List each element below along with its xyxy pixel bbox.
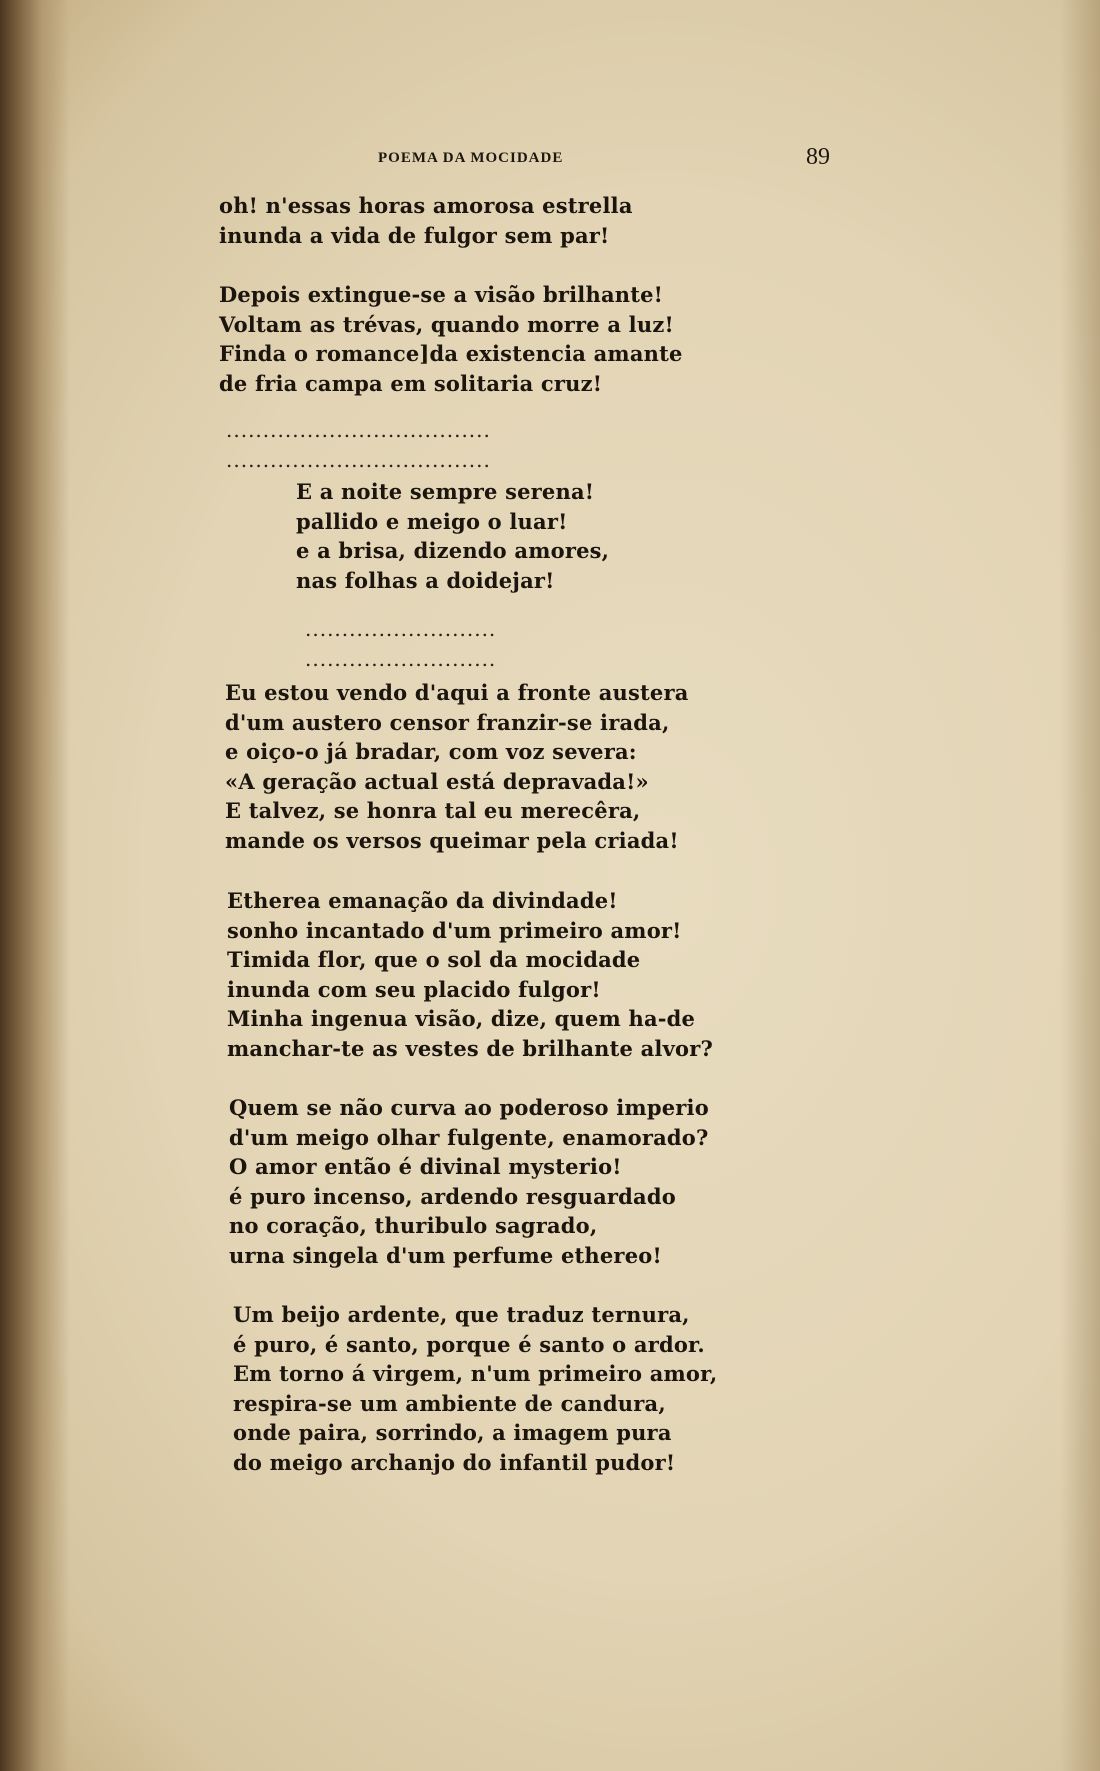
running-title: POEMA DA MOCIDADE [378,150,564,166]
verse-line: Em torno á virgem, n'um primeiro amor, [233,1361,718,1386]
verse-line: Etherea emanação da divindade! [227,888,618,913]
verse-line: sonho incantado d'um primeiro amor! [227,917,682,943]
verse-line: Depois extingue-se a visão brilhante! [219,282,664,307]
stanza-4 [225,678,689,855]
verse-line: onde paira, sorrindo, a imagem pura [233,1420,672,1445]
verse-line: «A geração actual está depravada!» [225,768,649,794]
ellipsis-separator: .................................... [226,448,491,472]
verse-line: d'um meigo olhar fulgente, enamorado? [229,1124,709,1150]
verse-line: Um beijo ardente, que traduz ternura, [233,1302,690,1327]
page-gutter-shadow [0,0,70,1771]
verse-line: inunda com seu placido fulgor! [227,976,601,1002]
verse-line: manchar-te as vestes de brilhante alvor? [227,1035,713,1061]
verse-line: inunda a vida de fulgor sem par! [219,222,610,248]
verse-line: Voltam as trévas, quando morre a luz! [219,311,674,337]
verse-line: Eu estou vendo d'aqui a fronte austera [225,680,689,705]
verse-line: pallido e meigo o luar! [296,508,568,534]
ellipsis-separator: .......................... [305,647,497,671]
verse-line: Quem se não curva ao poderoso imperio [229,1095,709,1120]
verse-line: mande os versos queimar pela criada! [225,827,679,853]
page-number: 89 [806,144,830,170]
verse-line: e oiço-o já bradar, com voz severa: [225,739,637,764]
verse-line: respira-se um ambiente de candura, [233,1390,666,1416]
verse-line: no coração, thuribulo sagrado, [229,1213,598,1238]
verse-line: urna singela d'um perfume ethereo! [229,1242,662,1268]
ellipsis-separator: .................................... [226,418,491,442]
verse-line: E a noite sempre serena! [296,479,595,504]
stanza-6 [229,1093,709,1270]
verse-line: Finda o romance]da existencia amante [219,341,683,366]
stanza-7 [233,1300,717,1477]
verse-line: d'um austero censor franzir-se irada, [225,709,670,735]
stanza-1 [219,191,633,250]
stanza-3 [296,477,609,595]
verse-line: nas folhas a doidejar! [296,567,555,593]
verse-line: oh! n'essas horas amorosa estrella [219,193,633,218]
verse-line: de fria campa em solitaria cruz! [219,370,603,396]
verse-line: é puro incenso, ardendo resguardado [229,1183,676,1209]
stanza-5 [227,886,713,1063]
verse-line: do meigo archanjo do infantil pudor! [233,1449,676,1475]
verse-line: é puro, é santo, porque é santo o ardor. [233,1331,705,1357]
ellipsis-separator: .......................... [305,617,497,641]
verse-line: e a brisa, dizendo amores, [296,538,610,563]
verse-line: Timida flor, que o sol da mocidade [227,947,641,972]
stanza-2 [219,280,683,398]
verse-line: E talvez, se honra tal eu merecêra, [225,798,641,823]
verse-line: Minha ingenua visão, dize, quem ha-de [227,1006,696,1031]
verse-line: O amor então é divinal mysterio! [229,1154,622,1179]
page-edge-shadow [1060,0,1100,1771]
